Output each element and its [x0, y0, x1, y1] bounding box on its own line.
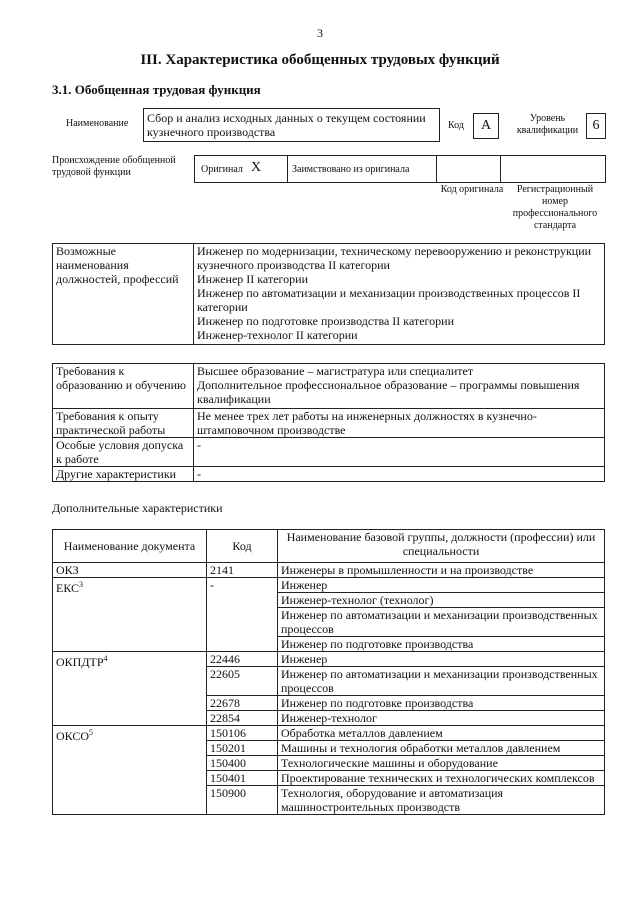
row-code: 150201 — [207, 741, 278, 756]
positions-label: Возможные наименования должностей, профессий — [53, 244, 194, 345]
row-name: Инженер-технолог — [278, 711, 605, 726]
row-name: Инженеры в промышленности и на производстве — [278, 563, 605, 578]
code-original-label: Код оригинала — [440, 184, 504, 195]
table-row — [53, 726, 605, 741]
row-code: 150401 — [207, 771, 278, 786]
row-name: Инженер по подготовке производства — [278, 696, 605, 711]
row-name: Инженер по подготовке производства — [278, 637, 605, 652]
row-name: Инженер — [278, 652, 605, 667]
position-item: Инженер по автоматизации и механизации производственных процессов II категории — [197, 286, 581, 314]
position-item: Инженер-технолог II категории — [197, 328, 358, 342]
doc-name: ОКСО$^5$ — [53, 726, 207, 815]
education-value: Высшее образование – магистратура или специалитет Дополнительное профессиональное образование – программы повышения квалификации — [194, 364, 605, 409]
positions-list — [194, 244, 605, 345]
special-conditions-value: - — [194, 438, 605, 467]
borrowed-label: Заимствовано из оригинала — [292, 164, 410, 175]
code-label: Код — [448, 120, 464, 131]
row-code: 150106 — [207, 726, 278, 741]
name-label: Наименование — [66, 118, 129, 129]
row-code: 150900 — [207, 786, 278, 815]
row-code: - — [207, 578, 278, 652]
position-item: Инженер по подготовке производства II категории — [197, 314, 454, 328]
row-name: Инженер — [278, 578, 605, 593]
doc-name: ОКЗ — [53, 563, 207, 578]
row-name: Инженер по автоматизации и механизации производственных процессов — [278, 667, 605, 696]
education-label: Требования к образованию и обучению — [53, 364, 194, 409]
code-value: A — [473, 113, 499, 139]
row-name: Проектирование технических и технологических комплексов — [278, 771, 605, 786]
row-code: 150400 — [207, 756, 278, 771]
special-conditions-label: Особые условия допуска к работе — [53, 438, 194, 467]
row-name: Технологические машины и оборудование — [278, 756, 605, 771]
table-row — [53, 578, 605, 593]
page-number: 3 — [317, 26, 323, 40]
col-name-header: Наименование базовой группы, должности (профессии) или специальности — [278, 530, 605, 563]
reg-number-label: Регистрационный номер профессионального стандарта — [512, 184, 598, 231]
experience-label: Требования к опыту практической работы — [53, 409, 194, 438]
row-code: 2141 — [207, 563, 278, 578]
row-name: Инженер-технолог (технолог) — [278, 593, 605, 608]
requirements-table — [52, 363, 605, 482]
level-label: Уровень квалификации — [516, 113, 579, 136]
original-label: Оригинал — [201, 164, 243, 175]
row-code: 22605 — [207, 667, 278, 696]
col-doc-header: Наименование документа — [53, 530, 207, 563]
origin-box — [194, 155, 606, 183]
positions-table — [52, 243, 605, 345]
original-mark: X — [251, 160, 262, 175]
other-characteristics-label: Другие характеристики — [53, 467, 194, 482]
row-name: Машины и технология обработки металлов давлением — [278, 741, 605, 756]
row-code: 22854 — [207, 711, 278, 726]
col-code-header: Код — [207, 530, 278, 563]
origin-label: Происхождение обобщенной трудовой функции — [52, 155, 176, 178]
level-value: 6 — [586, 113, 606, 139]
additional-table — [52, 529, 605, 815]
table-row — [53, 563, 605, 578]
row-name: Обработка металлов давлением — [278, 726, 605, 741]
additional-title: Дополнительные характеристики — [52, 501, 223, 515]
table-row — [53, 652, 605, 667]
position-item: Инженер II категории — [197, 272, 308, 286]
position-item: Инженер по модернизации, техническому перевооружению и реконструкции кузнечного производства II категории — [197, 244, 592, 272]
function-name: Сбор и анализ исходных данных о текущем состоянии кузнечного производства — [143, 108, 440, 142]
subsection-title: 3.1. Обобщенная трудовая функция — [52, 82, 261, 97]
doc-name: ОКПДТР$^4$ — [53, 652, 207, 726]
row-code: 22446 — [207, 652, 278, 667]
doc-name: ЕКС$^3$ — [53, 578, 207, 652]
row-name: Технология, оборудование и автоматизация машиностроительных производств — [278, 786, 605, 815]
section-title: III. Характеристика обобщенных трудовых функций — [140, 52, 500, 68]
experience-value: Не менее трех лет работы на инженерных должностях в кузнечно-штамповочном производстве — [194, 409, 605, 438]
row-code: 22678 — [207, 696, 278, 711]
other-characteristics-value: - — [194, 467, 605, 482]
row-name: Инженер по автоматизации и механизации производственных процессов — [278, 608, 605, 637]
